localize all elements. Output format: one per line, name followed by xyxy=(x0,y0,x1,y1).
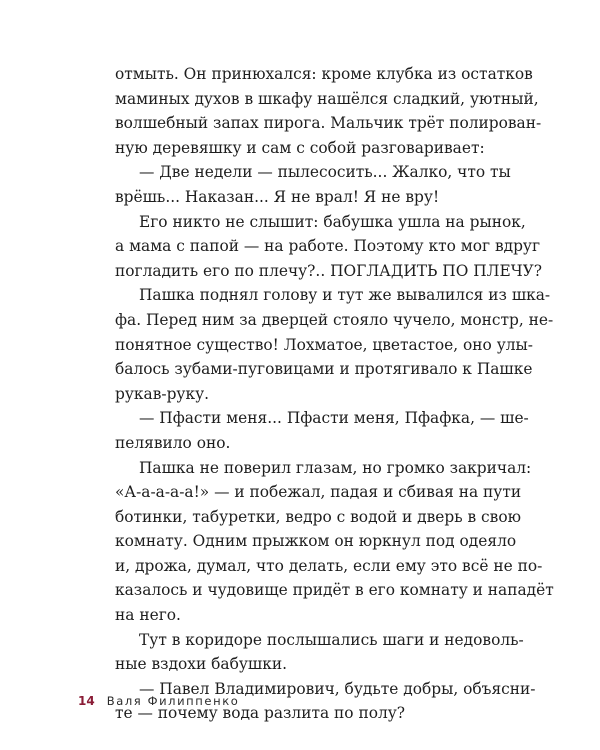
text-line: погладить его по плечу?.. ПОГЛАДИТЬ ПО ПЛЕЧУ? xyxy=(115,261,542,280)
text-line: фа. Перед ним за дверцей стояло чучело, монстр, не- xyxy=(115,310,554,329)
text-line: Тут в коридоре послышались шаги и недоволь- xyxy=(139,630,524,649)
text-line: — Две недели — пылесосить... Жалко, что ты xyxy=(139,163,511,182)
text-line: а мама с папой — на работе. Поэтому кто мог вдруг xyxy=(115,237,541,256)
page-body-text xyxy=(115,62,554,726)
text-line: рукав-руку. xyxy=(115,384,210,403)
text-line: Пашка поднял голову и тут же вывалился из шка- xyxy=(139,286,551,305)
text-line: Его никто не слышит: бабушка ушла на рынок, xyxy=(139,212,526,231)
text-line: ные вздохи бабушки. xyxy=(115,655,287,674)
text-line: Пашка не поверил глазам, но громко закричал: xyxy=(139,458,532,477)
page-footer xyxy=(78,692,239,710)
text-line: ботинки, табуретки, ведро с водой и дверь в свою xyxy=(115,507,521,526)
text-line: комнату. Одним прыжком он юркнул под одеяло xyxy=(115,532,517,551)
text-line: на него. xyxy=(115,606,181,625)
text-line: понятное существо! Лохматое, цветастое, оно улы- xyxy=(115,335,533,354)
page-number: 14 xyxy=(78,694,95,708)
text-line: пелявило оно. xyxy=(115,433,231,452)
text-line: маминых духов в шкафу нашёлся сладкий, уютный, xyxy=(115,89,539,108)
text-line: волшебный запах пирога. Мальчик трёт полирован- xyxy=(115,114,542,133)
text-line: казалось и чудовище придёт в его комнату и нападёт xyxy=(115,581,554,600)
text-line: врёшь... Наказан... Я не врал! Я не вру! xyxy=(115,187,440,206)
text-line: отмыть. Он принюхался: кроме клубка из остатков xyxy=(115,65,533,83)
text-line: «А-а-а-а-а!» — и побежал, падая и сбивая на пути xyxy=(115,483,522,502)
text-line: те — почему вода разлита по полу? xyxy=(115,704,406,723)
text-line: ную деревяшку и сам с собой разговаривает: xyxy=(115,138,485,157)
text-line: и, дрожа, думал, что делать, если ему это всё не по- xyxy=(115,556,543,575)
text-line: балось зубами-пуговицами и протягивало к Пашке xyxy=(115,360,533,379)
text-line: — Пфасти меня... Пфасти меня, Пфафка, — ше- xyxy=(139,409,529,428)
text-line: — Павел Владимирович, будьте добры, объясни- xyxy=(139,679,536,698)
author-name: Валя Филиппенко xyxy=(106,694,240,708)
